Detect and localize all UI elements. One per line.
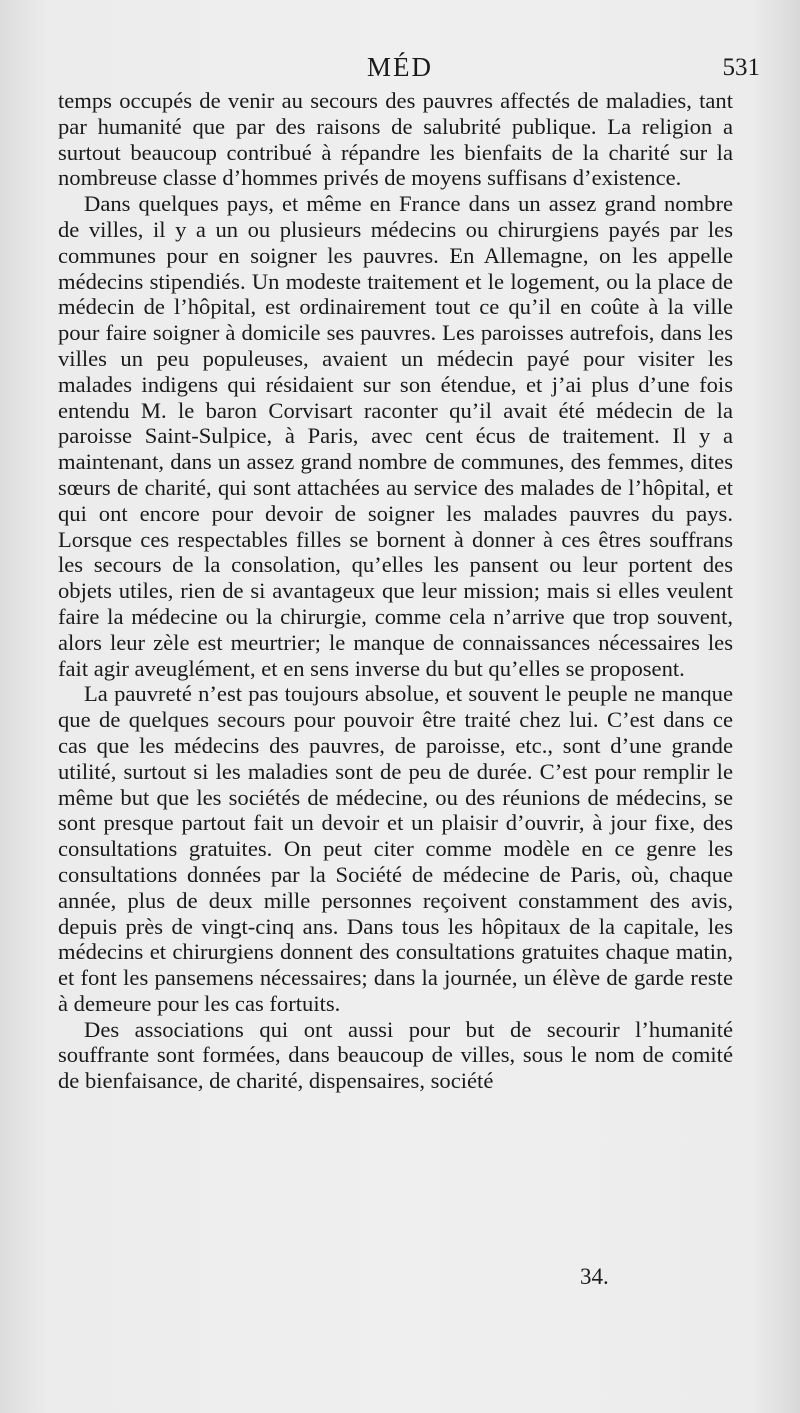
running-head: MÉD — [367, 52, 433, 82]
paragraph: Dans quelques pays, et même en France dans un assez grand nombre de villes, il y a un ou plusieurs médecins ou chirurgiens payés par les communes pour en soigner les pauvres. En Allemagne, on les appelle médecins stipendiés. Un modeste traitement et le logement, ou la place de médecin de l’hôpital, est ordinairement tout ce qu’il en coûte à la ville pour faire soigner à domicile ses pauvres. Les paroisses autrefois, dans les villes un peu populeuses, avaient un médecin payé pour visiter les malades indigens qui résidaient sur son étendue, et j’ai plus d’une fois entendu M. le baron Corvisart raconter qu’il avait été médecin de la paroisse Saint-Sulpice, à Paris, avec cent écus de traitement. Il y a maintenant, dans un assez grand nombre de communes, des femmes, dites sœurs de charité, qui sont attachées au service des malades de l’hôpital, et qui ont encore pour devoir de soigner les malades pauvres du pays. Lorsque ces respectables filles se bornent à donner à ces êtres souffrans les secours de la consolation, qu’elles les pansent ou leur portent des objets utiles, rien de si avantageux que leur mission; mais si elles veulent faire la médecine ou la chirurgie, comme cela n’arrive que trop souvent, alors leur zèle est meurtrier; le manque de connaissances nécessaires les fait agir aveuglément, et en sens inverse du but qu’elles se proposent. — [58, 191, 733, 681]
signature-mark: 34. — [580, 1264, 609, 1289]
page-number: 531 — [722, 54, 760, 81]
body-text — [58, 88, 733, 1094]
paragraph: Des associations qui ont aussi pour but de secourir l’humanité souffrante sont formées, dans beaucoup de villes, sous le nom de comité de bienfaisance, de charité, dispensaires, société — [58, 1016, 733, 1094]
page-header — [60, 52, 760, 86]
paragraph: La pauvreté n’est pas toujours absolue, et souvent le peuple ne manque que de quelques secours pour pouvoir être traité chez lui. C’est dans ce cas que les médecins des pauvres, de paroisse, etc., sont d’une grande utilité, surtout si les maladies sont de peu de durée. C’est pour remplir le même but que les sociétés de médecine, ou des réunions de médecins, se sont presque partout fait un devoir et un plaisir d’ouvrir, à jour fixe, des consultations gratuites. On peut citer comme modèle en ce genre les consultations données par la Société de médecine de Paris, où, chaque année, plus de deux mille personnes reçoivent constamment des avis, depuis près de vingt-cinq ans. Dans tous les hôpitaux de la capitale, les médecins et chirurgiens donnent des consultations gratuites chaque matin, et font les pansemens nécessaires; dans la journée, un élève de garde reste à demeure pour les cas fortuits. — [58, 681, 733, 1016]
paragraph: temps occupés de venir au secours des pauvres affectés de maladies, tant par humanité que par des raisons de salubrité publique. La religion a surtout beaucoup contribué à répandre les bienfaits de la charité sur la nombreuse classe d’hommes privés de moyens suffisans d’existence. — [58, 88, 733, 191]
